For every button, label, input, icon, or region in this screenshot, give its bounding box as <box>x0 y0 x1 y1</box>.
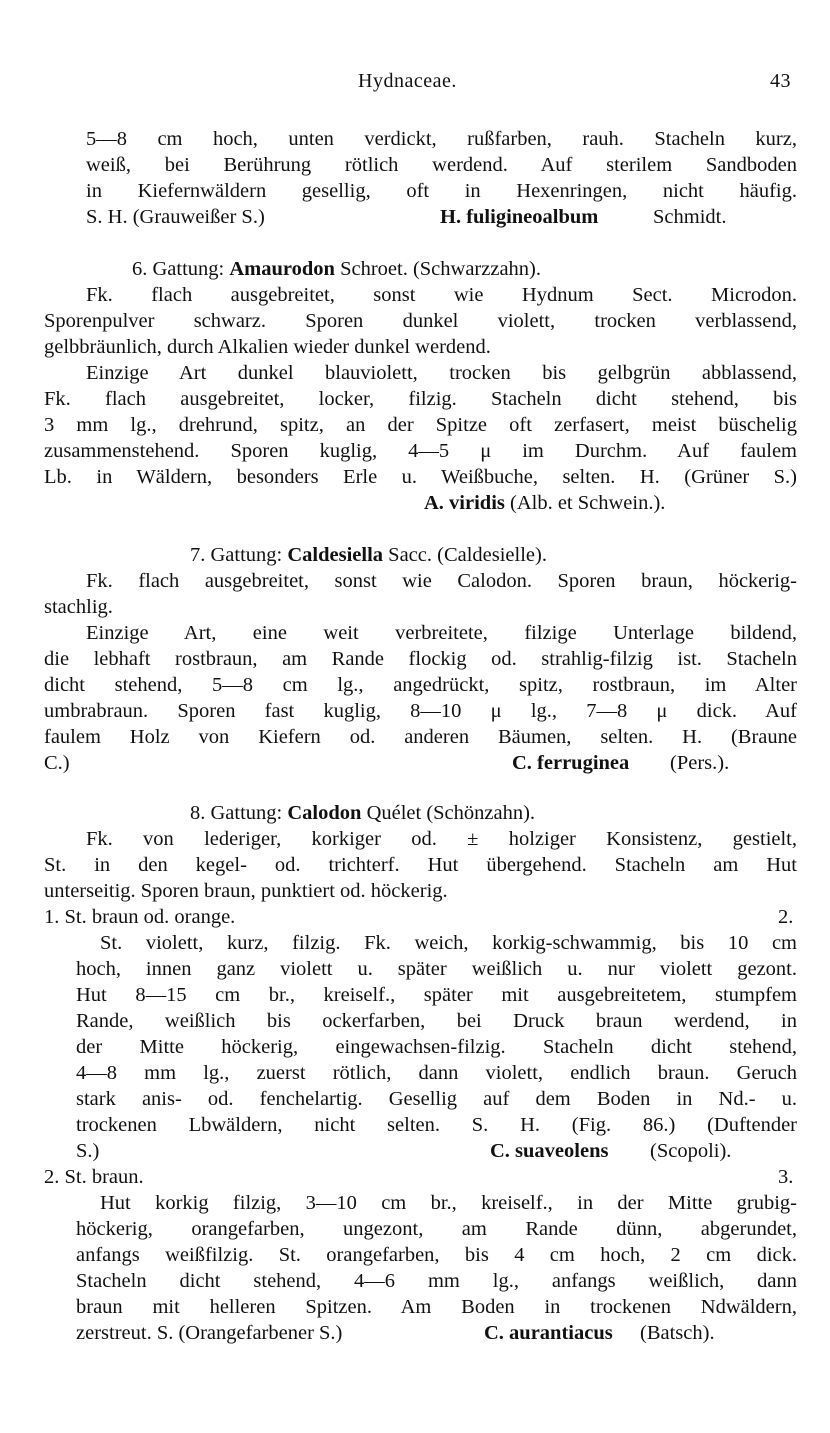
genus-heading-prefix: 7. Gattung: <box>190 544 288 566</box>
text-line: Hut 8—15 cm br., kreiself., später mit ausgebreitetem, stumpfem <box>76 984 797 1006</box>
text-line: höckerig, orangefarben, ungezont, am Rande dünn, abgerundet, <box>76 1218 797 1240</box>
genus-name: Calodon <box>287 802 362 824</box>
genus-heading <box>132 256 541 282</box>
key-item-reference: 2. <box>778 906 794 928</box>
text-line: zusammenstehend. Sporen kuglig, 4—5 μ im Durchm. Auf faulem <box>44 440 797 462</box>
text-line: Sporenpulver schwarz. Sporen dunkel violett, trocken verblassend, <box>44 310 797 332</box>
species-name: C. aurantiacus <box>484 1322 613 1344</box>
species-author: (Batsch). <box>640 1322 715 1344</box>
text-line: Einzige Art dunkel blauviolett, trocken bis gelbgrün abblassend, <box>86 362 797 384</box>
text-line: umbrabraun. Sporen fast kuglig, 8—10 μ lg., 7—8 μ dick. Auf <box>44 700 797 722</box>
key-item-reference: 3. <box>778 1166 794 1188</box>
text-line: hoch, innen ganz violett u. später weißlich u. nur violett gezont. <box>76 958 797 980</box>
genus-heading <box>190 542 547 568</box>
text-line: Rande, weißlich bis ockerfarben, bei Druck braun werdend, in <box>76 1010 797 1032</box>
text-line: unterseitig. Sporen braun, punktiert od. höckerig. <box>44 880 448 902</box>
text-line: 5—8 cm hoch, unten verdickt, rußfarben, rauh. Stacheln kurz, <box>86 128 797 150</box>
text-line: Lb. in Wäldern, besonders Erle u. Weißbuche, selten. H. (Grüner S.) <box>44 466 797 488</box>
key-item-text: 1. St. braun od. orange. <box>44 906 236 928</box>
text-line: St. violett, kurz, filzig. Fk. weich, korkig-schwammig, bis 10 cm <box>100 932 797 954</box>
text-line: stachlig. <box>44 596 113 618</box>
text-line: zerstreut. S. (Orangefarbener S.) <box>76 1322 343 1344</box>
text-line: Fk. von lederiger, korkiger od. ± holziger Konsistenz, gestielt, <box>86 828 797 850</box>
text-line: 3 mm lg., drehrund, spitz, an der Spitze oft zerfasert, meist büschelig <box>44 414 797 436</box>
text-line: St. in den kegel- od. trichterf. Hut übergehend. Stacheln am Hut <box>44 854 797 876</box>
text-line: dicht stehend, 5—8 cm lg., angedrückt, spitz, rostbraun, im Alter <box>44 674 797 696</box>
species-name: H. fuligineoalbum <box>440 206 599 228</box>
genus-heading-prefix: 6. Gattung: <box>132 258 230 280</box>
text-line: S.) <box>76 1140 100 1162</box>
text-line: Fk. flach ausgebreitet, sonst wie Calodon. Sporen braun, höckerig- <box>86 570 797 592</box>
text-line: anfangs weißfilzig. St. orangefarben, bis 4 cm hoch, 2 cm dick. <box>76 1244 797 1266</box>
key-item-text: 2. St. braun. <box>44 1166 144 1188</box>
text-line: weiß, bei Berührung rötlich werdend. Auf sterilem Sandboden <box>86 154 797 176</box>
text-line: braun mit helleren Spitzen. Am Boden in trockenen Ndwäldern, <box>76 1296 797 1318</box>
species-name: C. ferruginea <box>512 752 630 774</box>
text-line: Hut korkig filzig, 3—10 cm br., kreiself., in der Mitte grubig- <box>100 1192 797 1214</box>
text-line: faulem Holz von Kiefern od. anderen Bäumen, selten. H. (Braune <box>44 726 797 748</box>
genus-name: Amaurodon <box>229 258 335 280</box>
genus-heading-suffix: Quélet (Schönzahn). <box>361 802 536 824</box>
genus-heading-suffix: Sacc. (Caldesielle). <box>383 544 547 566</box>
text-line: Einzige Art, eine weit verbreitete, filzige Unterlage bildend, <box>86 622 797 644</box>
species-author: (Alb. et Schwein.). <box>504 492 666 514</box>
genus-heading-prefix: 8. Gattung: <box>190 802 288 824</box>
text-line: C.) <box>44 752 70 774</box>
genus-heading <box>190 800 535 826</box>
text-line: gelbbräunlich, durch Alkalien wieder dunkel werdend. <box>44 336 491 358</box>
text-line: die lebhaft rostbraun, am Rande flockig od. strahlig-filzig ist. Stacheln <box>44 648 797 670</box>
text-line: Fk. flach ausgebreitet, locker, filzig. Stacheln dicht stehend, bis <box>44 388 797 410</box>
text-line: 4—8 mm lg., zuerst rötlich, dann violett, endlich braun. Geruch <box>76 1062 797 1084</box>
genus-heading-suffix: Schroet. (Schwarzzahn). <box>334 258 542 280</box>
species-line <box>424 490 665 516</box>
species-name: A. viridis <box>424 492 505 514</box>
species-author: Schmidt. <box>653 206 727 228</box>
species-author: (Pers.). <box>670 752 730 774</box>
species-name: C. suaveolens <box>490 1140 609 1162</box>
text-line: trockenen Lbwäldern, nicht selten. S. H. (Fig. 86.) (Duftender <box>76 1114 797 1136</box>
text-line: stark anis- od. fenchelartig. Gesellig auf dem Boden in Nd.- u. <box>76 1088 797 1110</box>
page-number: 43 <box>770 70 791 92</box>
text-line: der Mitte höckerig, eingewachsen-filzig. Stacheln dicht stehend, <box>76 1036 797 1058</box>
species-author: (Scopoli). <box>650 1140 732 1162</box>
text-line: Stacheln dicht stehend, 4—6 mm lg., anfangs weißlich, dann <box>76 1270 797 1292</box>
text-line: in Kiefernwäldern gesellig, oft in Hexenringen, nicht häufig. <box>86 180 797 202</box>
text-line: S. H. (Grauweißer S.) <box>86 206 265 228</box>
running-title: Hydnaceae. <box>358 70 457 92</box>
genus-name: Caldesiella <box>287 544 384 566</box>
text-line: Fk. flach ausgebreitet, sonst wie Hydnum Sect. Microdon. <box>86 284 797 306</box>
